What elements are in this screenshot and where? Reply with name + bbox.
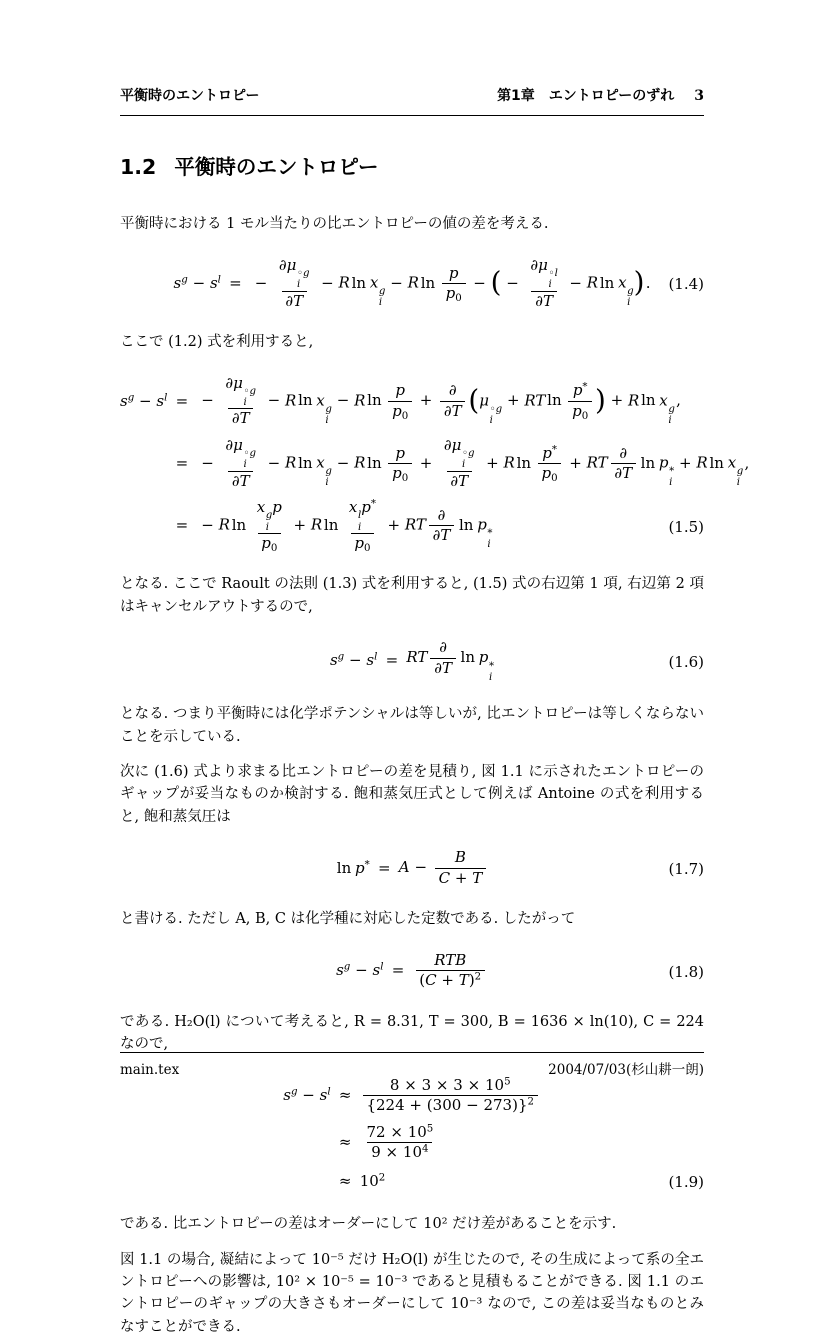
paragraph-6: と書ける. ただし A, B, C は化学種に対応した定数である. したがって [120,911,576,928]
equation-number: (1.6) [668,652,704,671]
footer-date-author: 2004/07/03(杉山耕一朗) [548,1062,704,1078]
paragraph-7: である. H₂O(l) について考えると, R = 8.31, T = 300, B = 1636 × ln(10), C = 224 なので, [120,1013,704,1053]
header-page-number: 3 [694,88,704,104]
page-footer [120,1052,704,1081]
equation-1-8: $s^g - s^l$ = $\frac{\text{RTB}}{(C + T)^2}$ (1.8) [336,950,704,990]
paragraph-4: となる. つまり平衡時には化学ポテンシャルは等しいが, 比エントロピーは等しくならないことを示している. [120,706,704,745]
equation-number: (1.5) [668,518,704,537]
paragraph-5: 次に (1.6) 式より求まる比エントロピーの差を見積り, 図 1.1 に示されたエントロピーのギャップが妥当なものか検討する. 飽和蒸気圧式として例えば Antoine の式を利用すると, 飽和蒸気圧は [120,764,704,825]
paragraph-3: となる. ここで Raoult の法則 (1.3) 式を利用すると, (1.5) 式の右辺第 1 項, 右辺第 2 項はキャンセルアウトするので, [120,576,704,615]
equation-number: (1.4) [668,275,704,294]
paragraph-1: 平衡時における 1 モル当たりの比エントロピーの値の差を考える. [120,216,549,233]
equation-1-5: $s^g - s^l$ = − ∂μ ◦g i ∂T − R ln x g i − R ln $\frac{p}{p0}$ + $\frac{\partial}{\partial T}$ (μ ◦g i + RT ln $\frac{p^*}{p0}$ ) + R ln x g i , = − ∂μ ◦g i ∂T − R ln x g i − R ln $\frac{p}{p0}$ + ∂μ ◦g i ∂T + R ln $\frac{p^*}{p0}$ + RT $\frac{\partial}{\partial T}$ ln p * i + R ln x g i , = − R ln x g i p p0 + R ln x l i p* p0 + RT $\frac{\partial}{\partial T}$ ln p * i (1.5) [120,373,750,554]
paragraph-2: ここで (1.2) 式を利用すると, [120,334,314,351]
section-heading [120,152,704,184]
section-number: 1.2 [120,154,157,179]
header-left-title: 平衡時のエントロピー [120,88,260,104]
footer-filename: main.tex [120,1062,180,1078]
section-title: 平衡時のエントロピー [174,154,379,179]
paragraph-8: である. 比エントロピーの差はオーダーにして 10² だけ差があることを示す. [120,1216,617,1233]
equation-1-6: $s^g - s^l$ = RT $\frac{\partial}{\partial T}$ ln p * i (1.6) [329,638,704,683]
header-chapter-title: 第1章 エントロピーのずれ [497,88,675,104]
equation-1-4: $s^g - s^l$ = − ∂μ ◦g i ∂T − R ln x g i − R ln $\frac{p}{p0}$ − ( − ∂μ ◦l i ∂T − R ln x g i ). (1.4) [173,255,704,310]
equation-number: (1.7) [668,860,704,879]
equation-number: (1.9) [668,1173,704,1192]
page-header [120,86,704,116]
equation-number: (1.8) [668,962,704,981]
equation-1-9: $s^g - s^l$ ≈ $\frac{8 \times 3 \times 3 \times 10^5}{\{224 + (300 - 273)\}^2}$ ≈ $\frac{72 \times 10^5}{9 \times 10^4}$ ≈ $10^2$ (1.9) [120,1069,704,1200]
header-right [497,86,704,108]
equation-1-7: ln p* = A − $\frac{B}{C + T}$ (1.7) [336,848,704,887]
paragraph-9: 図 1.1 の場合, 凝結によって 10⁻⁵ だけ H₂O(l) が生じたので, その生成によって系の全エントロピーへの影響は, 10² × 10⁻⁵ = 10⁻³ であると見積もることができる. 図 1.1 のエントロピーのギャップの大きさもオーダーにして 10⁻³ なので, この差は妥当なものとみなすことができる. [120,1251,704,1335]
